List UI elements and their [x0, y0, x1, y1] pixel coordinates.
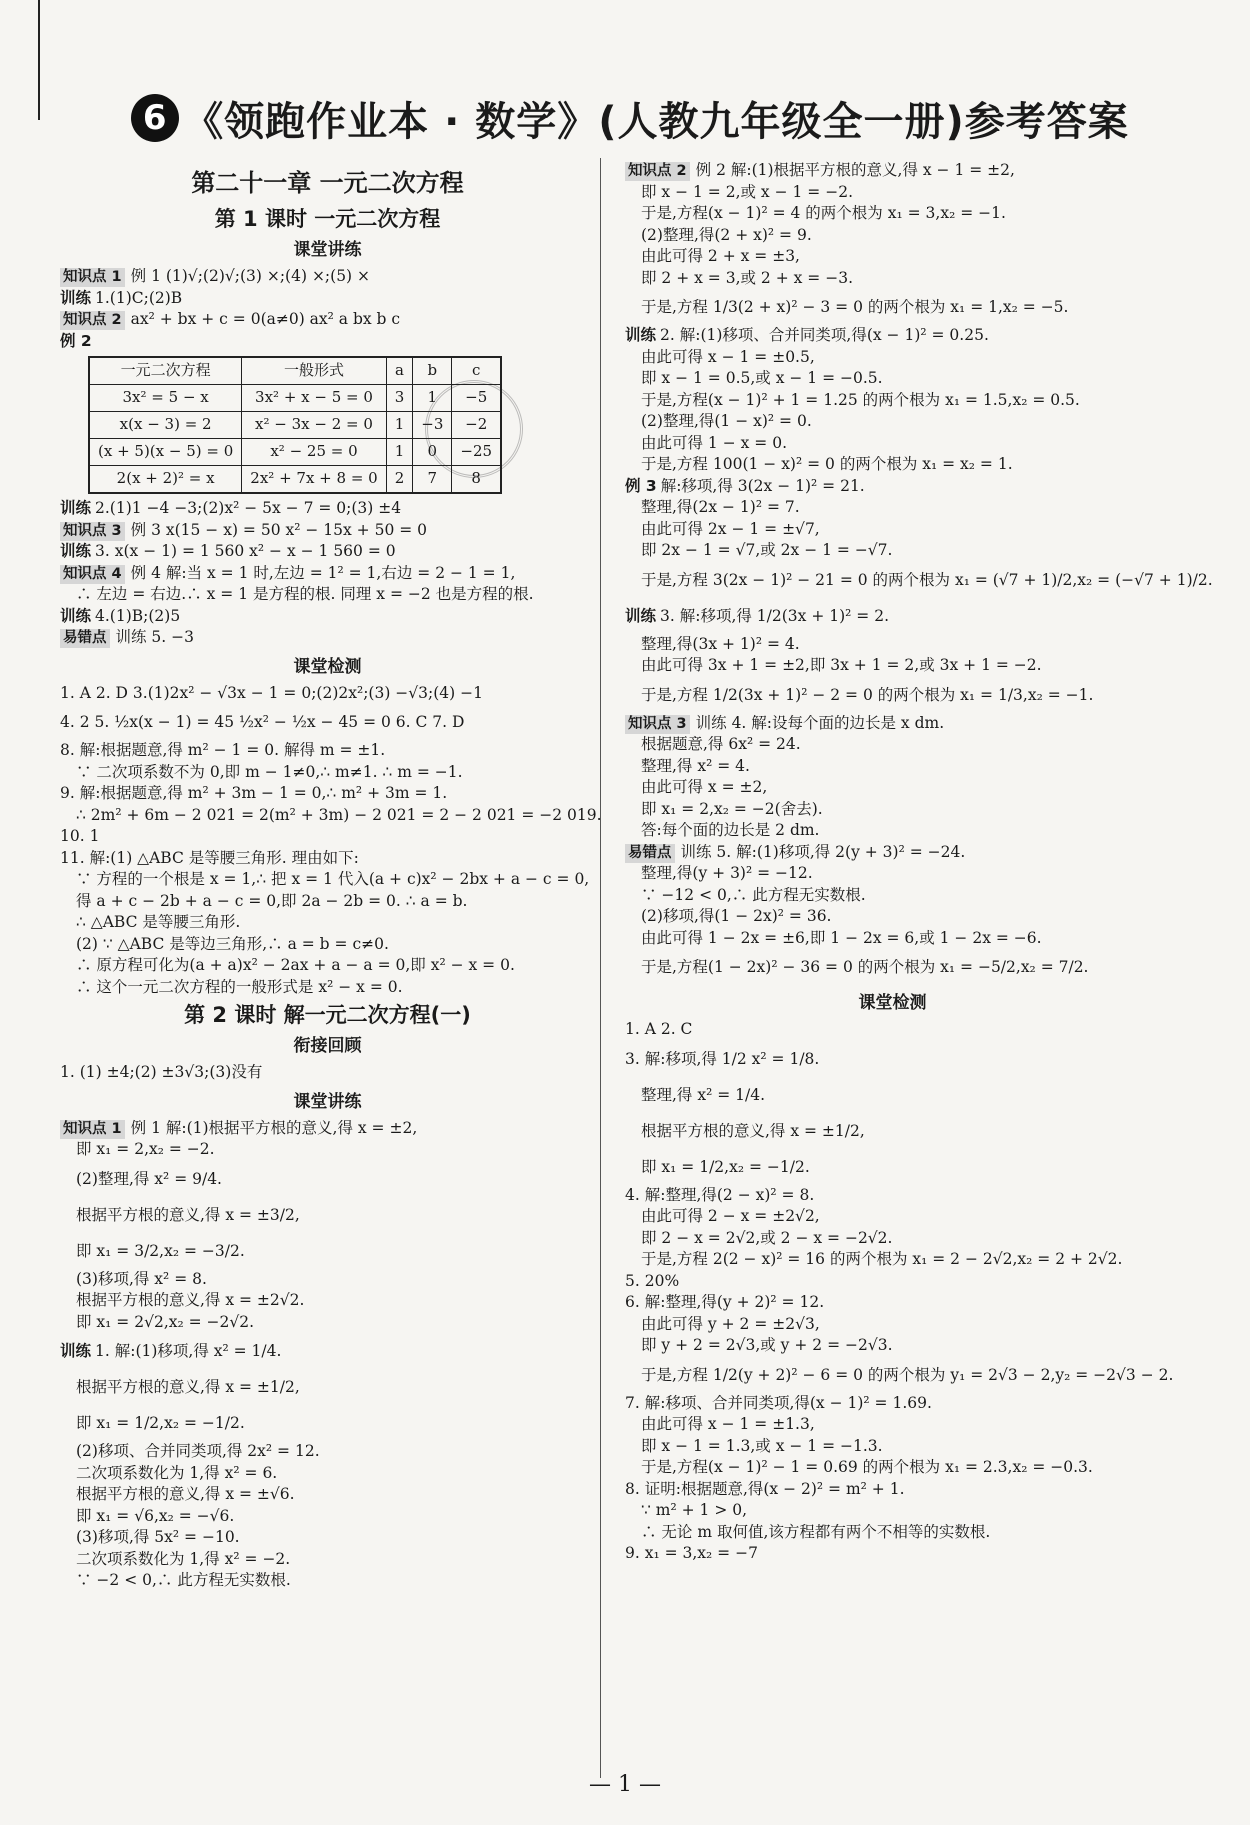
answer-line: 9. x₁ = 3,x₂ = −7 — [625, 1544, 758, 1562]
answer-line: 根据平方根的意义,得 x = ±2√2. — [76, 1291, 305, 1309]
answer-line: 4. 2 5. ½x(x − 1) = 45 ½x² − ½x − 45 = 0 6. C 7. D — [60, 713, 465, 731]
answer-line: 即 x − 1 = 0.5,或 x − 1 = −0.5. — [641, 369, 883, 387]
answer-line: 于是,方程(1 − 2x)² − 36 = 0 的两个根为 x₁ = −5/2,x₂ = 7/2. — [641, 958, 1089, 976]
answer-line: ∴ 左边 = 右边.∴ x = 1 是方程的根. 同理 x = −2 也是方程的根. — [76, 585, 534, 603]
answer-line: 由此可得 x = ±2, — [641, 778, 768, 796]
answer-line: 根据题意,得 6x² = 24. — [641, 735, 801, 753]
answer-line: 二次项系数化为 1,得 x² = −2. — [76, 1549, 291, 1568]
answer-line: (3)移项,得 5x² = −10. — [76, 1528, 240, 1546]
answer-line: 于是,方程(x − 1)² − 1 = 0.69 的两个根为 x₁ = 2.3,x₂ = −0.3. — [641, 1458, 1093, 1476]
answer-line: 8. 解:根据题意,得 m² − 1 = 0. 解得 m = ±1. — [60, 741, 386, 759]
answer-line: 根据平方根的意义,得 x = ±3/2, — [76, 1205, 300, 1224]
knowledge-tag: 知识点 2 — [60, 311, 125, 330]
answer-line: 由此可得 2x − 1 = ±√7, — [641, 519, 820, 538]
answer-line: 10. 1 — [60, 827, 100, 845]
answer-line: (2)移项,得(1 − 2x)² = 36. — [641, 907, 832, 925]
answer-line: 9. 解:根据题意,得 m² + 3m − 1 = 0,∴ m² + 3m = 1. — [60, 784, 448, 802]
answer-line: 即 x₁ = 1/2,x₂ = −1/2. — [641, 1157, 810, 1176]
section-heading: 课堂讲练 — [293, 240, 362, 260]
section-heading: 课堂检测 — [858, 993, 927, 1013]
answer-line: 即 2 + x = 3,或 2 + x = −3. — [641, 268, 853, 287]
error-tag: 易错点 — [625, 844, 675, 863]
answer-line: 1. A 2. D 3.(1)2x² − √3x − 1 = 0;(2)2x²;(3) −√3;(4) −1 — [60, 683, 483, 702]
answer-line: ∵ −12 < 0,∴ 此方程无实数根. — [641, 885, 866, 904]
section-heading: 课堂检测 — [293, 656, 362, 677]
answer-line: 知识点 2 ax² + bx + c = 0(a≠0) ax² a bx b c — [60, 309, 595, 331]
table-header: 一般形式 — [242, 357, 386, 385]
answer-line: 由此可得 2 − x = ±2√2, — [641, 1207, 820, 1225]
answer-line: (2) ∵ △ABC 是等边三角形,∴ a = b = c≠0. — [76, 934, 389, 953]
column-divider — [600, 158, 601, 1778]
answer-line: 整理,得(2x − 1)² = 7. — [641, 498, 800, 516]
table-header: c — [452, 357, 501, 385]
knowledge-tag: 知识点 4 — [60, 565, 125, 584]
table-row: 3x² = 5 − x 3x² + x − 5 = 0 3 1 −5 — [89, 385, 501, 412]
lesson-heading: 第 1 课时 一元二次方程 — [214, 207, 441, 231]
title-text: 《领跑作业本 · 数学》(人教九年级全一册)参考答案 — [183, 98, 1129, 145]
answer-line: 5. 20% — [625, 1271, 680, 1290]
answer-line: (3)移项,得 x² = 8. — [76, 1269, 207, 1288]
answer-line: ∴ 无论 m 取何值,该方程都有两个不相等的实数根. — [641, 1522, 991, 1541]
section-heading: 课堂讲练 — [293, 1091, 362, 1112]
number-badge: 6 — [131, 94, 179, 142]
answer-line: ∵ 二次项系数不为 0,即 m − 1≠0,∴ m≠1. ∴ m = −1. — [76, 762, 463, 781]
answer-line: 即 x − 1 = 1.3,或 x − 1 = −1.3. — [641, 1436, 883, 1455]
answer-line: 训练 3. 解:移项,得 1/2(3x + 1)² = 2. — [625, 606, 889, 625]
answer-line: 即 y + 2 = 2√3,或 y + 2 = −2√3. — [641, 1336, 893, 1354]
answer-line: 于是,方程(x − 1)² + 1 = 1.25 的两个根为 x₁ = 1.5,x₂ = 0.5. — [641, 390, 1080, 409]
answer-line: ∵ 方程的一个根是 x = 1,∴ 把 x = 1 代入(a + c)x² − 2bx + a − c = 0, — [76, 870, 590, 888]
answer-line: 训练 3. x(x − 1) = 1 560 x² − x − 1 560 = 0 — [60, 542, 396, 560]
answer-line: 11. 解:(1) △ABC 是等腰三角形. 理由如下: — [60, 848, 359, 867]
left-column — [60, 160, 602, 1592]
answer-line: 例 3 解:移项,得 3(2x − 1)² = 21. — [625, 476, 865, 495]
answer-line: 训练 2. 解:(1)移项、合并同类项,得(x − 1)² = 0.25. — [625, 326, 989, 344]
answer-line: 得 a + c − 2b + a − c = 0,即 2a − 2b = 0. ∴ a = b. — [76, 891, 468, 910]
answer-line: 于是,方程(x − 1)² = 4 的两个根为 x₁ = 3,x₂ = −1. — [641, 204, 1006, 222]
answer-line: 即 x₁ = 2,x₂ = −2. — [76, 1140, 215, 1158]
answer-line: 知识点 3 例 3 x(15 − x) = 50 x² − 15x + 50 = 0 — [60, 520, 595, 542]
answer-line: 于是,方程 1/2(y + 2)² − 6 = 0 的两个根为 y₁ = 2√3 − 2,y₂ = −2√3 − 2. — [641, 1365, 1174, 1384]
answer-line: 即 x₁ = 2√2,x₂ = −2√2. — [76, 1312, 255, 1331]
answer-line: 知识点 4 例 4 解:当 x = 1 时,左边 = 1² = 1,右边 = 2 − 1 = 1, — [60, 563, 595, 585]
lesson-heading: 第 2 课时 解一元二次方程(一) — [184, 1003, 471, 1027]
table-row: (x + 5)(x − 5) = 0 x² − 25 = 0 1 0 −25 — [89, 439, 501, 466]
answer-line: ∴ △ABC 是等腰三角形. — [76, 913, 241, 931]
answer-line: 3. 解:移项,得 1/2 x² = 1/8. — [625, 1049, 820, 1068]
answer-line: 即 x₁ = 1/2,x₂ = −1/2. — [76, 1414, 245, 1432]
answer-line: 易错点 训练 5. 解:(1)移项,得 2(y + 3)² = −24. — [625, 842, 1160, 864]
chapter-heading: 第二十一章 一元二次方程 — [191, 169, 464, 197]
table-header-row — [89, 357, 501, 385]
page-title — [70, 88, 1190, 148]
answer-line: 根据平方根的意义,得 x = ±1/2, — [76, 1378, 300, 1396]
answer-line: 即 x − 1 = 2,或 x − 1 = −2. — [641, 182, 853, 201]
answer-line: 知识点 3 训练 4. 解:设每个面的边长是 x dm. — [625, 713, 1160, 735]
answer-line: 即 2 − x = 2√2,或 2 − x = −2√2. — [641, 1228, 893, 1247]
answer-line: 易错点 训练 5. −3 — [60, 627, 595, 649]
answer-line: (2)整理,得(1 − x)² = 0. — [641, 412, 812, 430]
answer-line: 由此可得 1 − x = 0. — [641, 433, 788, 452]
answer-line: 训练 4.(1)B;(2)5 — [60, 606, 181, 625]
answer-line: ∴ 原方程可化为(a + a)x² − 2ax + a − a = 0,即 x² − x = 0. — [76, 956, 515, 974]
answer-line: 即 x₁ = 2,x₂ = −2(舍去). — [641, 799, 823, 818]
answer-line: 由此可得 x − 1 = ±1.3, — [641, 1415, 815, 1433]
knowledge-tag: 知识点 1 — [60, 1120, 125, 1139]
answer-line: 训练 1. 解:(1)移项,得 x² = 1/4. — [60, 1342, 282, 1360]
table-row: x(x − 3) = 2 x² − 3x − 2 = 0 1 −3 −2 — [89, 412, 501, 439]
answer-line: 整理,得 x² = 4. — [641, 756, 750, 775]
page-edge-line — [38, 0, 40, 120]
example-label: 例 2 — [60, 331, 92, 350]
answer-line: 知识点 1 例 1 解:(1)根据平方根的意义,得 x = ±2, — [60, 1118, 595, 1140]
answer-line: 4. 解:整理,得(2 − x)² = 8. — [625, 1185, 815, 1204]
answer-line: 由此可得 1 − 2x = ±6,即 1 − 2x = 6,或 1 − 2x = −6. — [641, 928, 1042, 947]
answer-line: 根据平方根的意义,得 x = ±1/2, — [641, 1121, 865, 1140]
answer-line: (2)整理,得 x² = 9/4. — [76, 1169, 222, 1188]
table-header: b — [413, 357, 452, 385]
answer-line: (2)整理,得(2 + x)² = 9. — [641, 225, 812, 244]
answer-line: 于是,方程 100(1 − x)² = 0 的两个根为 x₁ = x₂ = 1. — [641, 455, 1013, 473]
answer-line: 训练 1.(1)C;(2)B — [60, 288, 183, 307]
answer-line: 于是,方程 1/3(2 + x)² − 3 = 0 的两个根为 x₁ = 1,x₂ = −5. — [641, 298, 1069, 316]
table-header: 一元二次方程 — [89, 357, 242, 385]
answer-line: 1. (1) ±4;(2) ±3√3;(3)没有 — [60, 1063, 263, 1081]
answer-line: 整理,得 x² = 1/4. — [641, 1085, 766, 1104]
answer-line: 根据平方根的意义,得 x = ±√6. — [76, 1485, 295, 1503]
answer-line: 训练 2.(1)1 −4 −3;(2)x² − 5x − 7 = 0;(3) ±4 — [60, 499, 402, 517]
page-number: — 1 — — [589, 1772, 661, 1797]
answer-line: 由此可得 y + 2 = ±2√3, — [641, 1314, 820, 1333]
answer-line: 6. 解:整理,得(y + 2)² = 12. — [625, 1293, 825, 1311]
answer-line: 即 x₁ = √6,x₂ = −√6. — [76, 1506, 235, 1525]
answer-line: 于是,方程 3(2x − 1)² − 21 = 0 的两个根为 x₁ = (√7 + 1)/2,x₂ = (−√7 + 1)/2. — [641, 570, 1213, 589]
answer-line: ∵ m² + 1 > 0, — [641, 1501, 748, 1519]
right-column — [625, 160, 1213, 1565]
answer-line: 由此可得 2 + x = ±3, — [641, 247, 800, 265]
answer-line: 即 x₁ = 3/2,x₂ = −3/2. — [76, 1241, 245, 1260]
answer-line: 整理,得(3x + 1)² = 4. — [641, 634, 800, 653]
error-tag: 易错点 — [60, 629, 110, 648]
answer-line: 1. A 2. C — [625, 1020, 693, 1038]
answer-line: 由此可得 3x + 1 = ±2,即 3x + 1 = 2,或 3x + 1 = −2. — [641, 656, 1042, 674]
answer-line: 由此可得 x − 1 = ±0.5, — [641, 347, 815, 366]
answer-line: ∵ −2 < 0,∴ 此方程无实数根. — [76, 1571, 291, 1589]
table-row: 2(x + 2)² = x 2x² + 7x + 8 = 0 2 7 8 — [89, 466, 501, 494]
knowledge-tag: 知识点 3 — [60, 522, 125, 541]
answer-line: 整理,得(y + 3)² = −12. — [641, 864, 813, 882]
knowledge-tag: 知识点 1 — [60, 268, 125, 287]
answer-line: 于是,方程 1/2(3x + 1)² − 2 = 0 的两个根为 x₁ = 1/3,x₂ = −1. — [641, 685, 1094, 704]
answer-line: 8. 证明:根据题意,得(x − 2)² = m² + 1. — [625, 1479, 905, 1498]
equation-table — [88, 356, 502, 494]
answer-line: 知识点 2 例 2 解:(1)根据平方根的意义,得 x − 1 = ±2, — [625, 160, 1160, 182]
answer-line: ∴ 2m² + 6m − 2 021 = 2(m² + 3m) − 2 021 = 2 − 2 021 = −2 019. — [76, 805, 602, 824]
answer-line: (2)移项、合并同类项,得 2x² = 12. — [76, 1442, 320, 1460]
answer-line: 知识点 1 例 1 (1)√;(2)√;(3) ×;(4) ×;(5) × — [60, 266, 595, 288]
table-header: a — [386, 357, 413, 385]
answer-line: 于是,方程 2(2 − x)² = 16 的两个根为 x₁ = 2 − 2√2,x₂ = 2 + 2√2. — [641, 1250, 1123, 1268]
answer-line: 7. 解:移项、合并同类项,得(x − 1)² = 1.69. — [625, 1393, 932, 1412]
answer-line: 二次项系数化为 1,得 x² = 6. — [76, 1463, 278, 1482]
answer-line: 即 2x − 1 = √7,或 2x − 1 = −√7. — [641, 541, 893, 559]
section-heading: 衔接回顾 — [293, 1036, 362, 1056]
knowledge-tag: 知识点 2 — [625, 162, 690, 181]
answer-line: ∴ 这个一元二次方程的一般形式是 x² − x = 0. — [76, 977, 403, 996]
knowledge-tag: 知识点 3 — [625, 715, 690, 734]
answer-line: 答:每个面的边长是 2 dm. — [641, 821, 820, 839]
